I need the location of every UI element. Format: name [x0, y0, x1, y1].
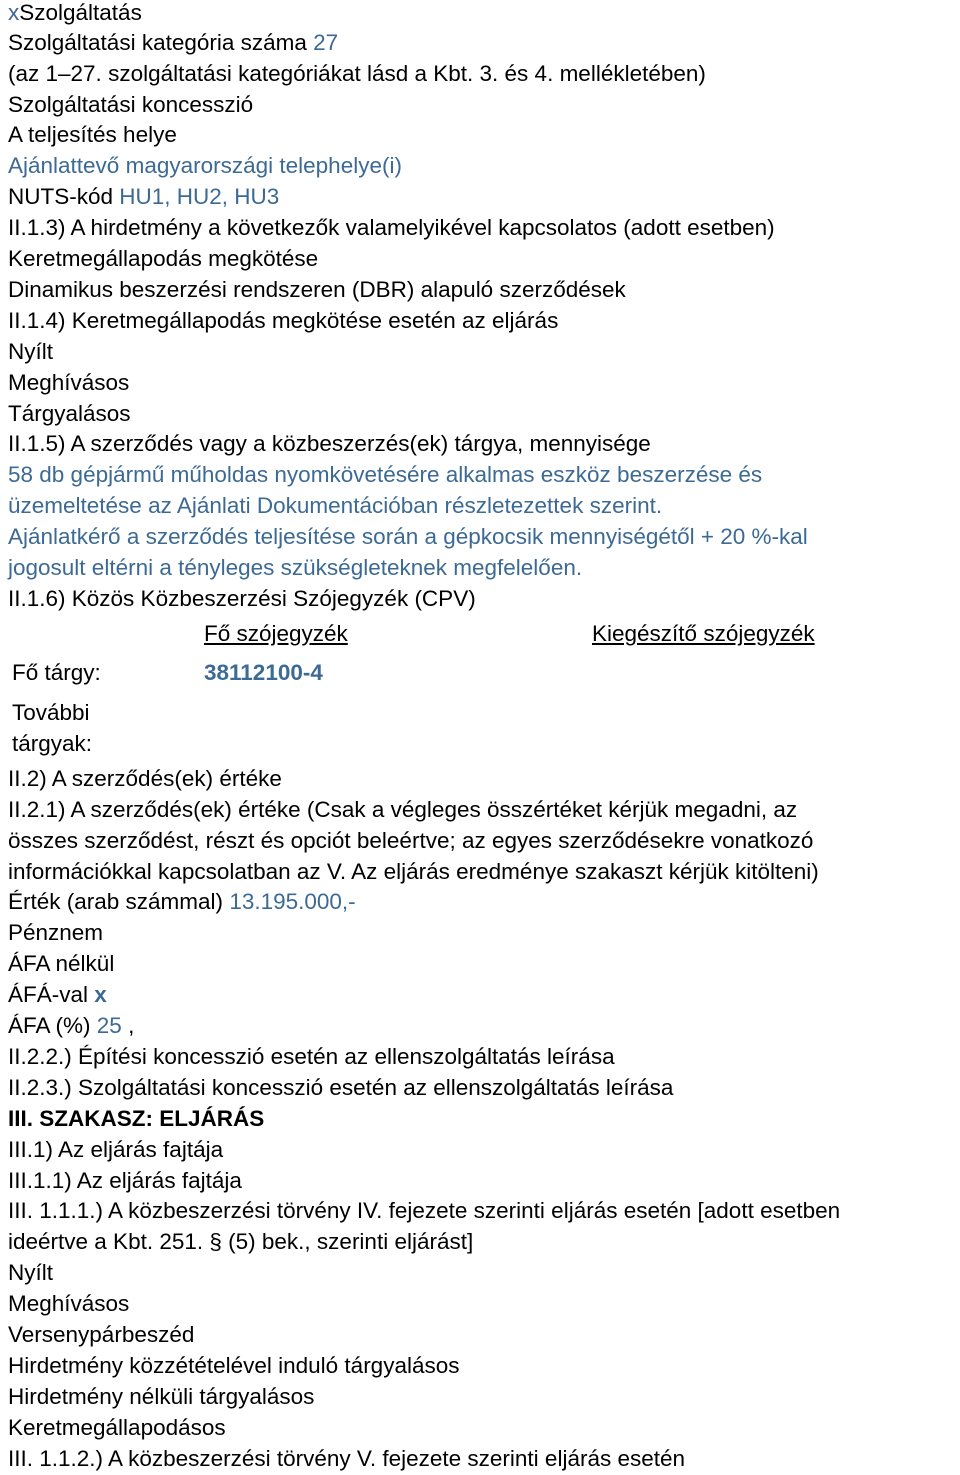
procedure-type-option: Nyílt	[8, 1260, 53, 1285]
contract-description-line: jogosult eltérni a tényleges szükségleteknek megfelelően.	[8, 555, 583, 580]
cpv-main-vocabulary-header: Fő szójegyzék	[204, 621, 348, 646]
section-2-1-5-heading: II.1.5) A szerződés vagy a közbeszerzés(ek) tárgya, mennyisége	[8, 431, 651, 456]
nuts-code-value: HU1, HU2, HU3	[119, 184, 280, 209]
procedure-type-option: Versenypárbeszéd	[8, 1322, 195, 1347]
cpv-main-object-label: Fő tárgy:	[12, 660, 101, 685]
service-category-value: 27	[313, 30, 339, 55]
procedure-type-option: Keretmegállapodásos	[8, 1415, 226, 1440]
service-category-label: Szolgáltatási kategória száma	[8, 30, 314, 55]
vat-percent-label: ÁFA (%)	[8, 1013, 97, 1038]
cpv-main-object-code: 38112100-4	[204, 660, 323, 685]
service-concession-label: Szolgáltatási koncesszió	[8, 92, 254, 117]
section-2-1-6-heading: II.1.6) Közös Közbeszerzési Szójegyzék (CPV)	[8, 586, 476, 611]
contract-description-line: üzemeltetése az Ajánlati Dokumentációban részletezettek szerint.	[8, 493, 663, 518]
section-3-1-1-1-text: ideértve a Kbt. 251. § (5) bek., szerinti eljárást]	[8, 1229, 474, 1254]
vat-included-mark: x	[94, 982, 107, 1007]
vat-percent-suffix: ,	[121, 1013, 135, 1038]
service-selected-mark: x	[8, 0, 20, 25]
place-of-performance-label: A teljesítés helye	[8, 122, 177, 147]
place-of-performance-value: Ajánlattevő magyarországi telephelye(i)	[8, 153, 402, 178]
section-3-1-1-heading: III.1.1) Az eljárás fajtája	[8, 1168, 242, 1193]
currency-label: Pénznem	[8, 920, 104, 945]
vat-included-label: ÁFÁ-val	[8, 982, 95, 1007]
service-type-label: Szolgáltatás	[19, 0, 142, 25]
cpv-supplementary-vocabulary-header: Kiegészítő szójegyzék	[592, 621, 815, 646]
contract-description-line: Ajánlatkérő a szerződés teljesítése során a gépkocsik mennyiségétől + 20 %-kal	[8, 524, 808, 549]
framework-procedure-open: Nyílt	[8, 339, 53, 364]
vat-included-line	[8, 982, 107, 1008]
section-2-2-heading: II.2) A szerződés(ek) értéke	[8, 766, 282, 791]
section-2-2-2-heading: II.2.2.) Építési koncesszió esetén az ellenszolgáltatás leírása	[8, 1044, 615, 1069]
vat-percent-value: 25	[96, 1013, 122, 1038]
cpv-additional-objects-label: További	[12, 700, 90, 725]
section-3-1-1-1-text: III. 1.1.1.) A közbeszerzési törvény IV. fejezete szerinti eljárás esetén [adott esetben	[8, 1198, 841, 1223]
section-2-2-1-text: információkkal kapcsolatban az V. Az eljárás eredménye szakaszt kérjük kitölteni)	[8, 859, 819, 884]
section-2-1-3-heading: II.1.3) A hirdetmény a következők valamelyikével kapcsolatos (adott esetben)	[8, 215, 775, 240]
service-type-line	[8, 0, 142, 26]
section-2-2-1-text: II.2.1) A szerződés(ek) értéke (Csak a végleges összértéket kérjük megadni, az	[8, 797, 798, 822]
nuts-code-line	[8, 184, 279, 210]
section-2-2-1-text: összes szerződést, részt és opciót beleértve; az egyes szerződésekre vonatkozó	[8, 828, 814, 853]
procedure-type-option: Hirdetmény közzétételével induló tárgyalásos	[8, 1353, 460, 1378]
contract-description-line: 58 db gépjármű műholdas nyomkövetésére alkalmas eszköz beszerzése és	[8, 462, 763, 487]
section-2-2-3-heading: II.2.3.) Szolgáltatási koncesszió esetén az ellenszolgáltatás leírása	[8, 1075, 674, 1100]
cpv-additional-objects-label: tárgyak:	[12, 731, 93, 756]
procedure-type-option: Hirdetmény nélküli tárgyalásos	[8, 1384, 315, 1409]
procedure-type-option: Meghívásos	[8, 1291, 130, 1316]
section-2-1-4-heading: II.1.4) Keretmegállapodás megkötése esetén az eljárás	[8, 308, 559, 333]
framework-procedure-negotiated: Tárgyalásos	[8, 401, 131, 426]
section-3-heading: III. SZAKASZ: ELJÁRÁS	[8, 1106, 265, 1131]
section-3-1-heading: III.1) Az eljárás fajtája	[8, 1137, 224, 1162]
section-3-1-1-2-heading: III. 1.1.2.) A közbeszerzési törvény V. fejezete szerinti eljárás esetén	[8, 1446, 686, 1471]
contract-value-label: Érték (arab számmal)	[8, 889, 230, 914]
framework-agreement-option: Keretmegállapodás megkötése	[8, 246, 319, 271]
vat-percent-line	[8, 1013, 134, 1039]
framework-procedure-restricted: Meghívásos	[8, 370, 130, 395]
dbr-option: Dinamikus beszerzési rendszeren (DBR) alapuló szerződések	[8, 277, 626, 302]
contract-value-line	[8, 889, 356, 915]
service-category-note: (az 1–27. szolgáltatási kategóriákat lásd a Kbt. 3. és 4. mellékletében)	[8, 61, 706, 86]
contract-value-amount: 13.195.000,-	[229, 889, 356, 914]
service-category-line	[8, 30, 338, 56]
nuts-code-label: NUTS-kód	[8, 184, 120, 209]
vat-excluded-label: ÁFA nélkül	[8, 951, 115, 976]
